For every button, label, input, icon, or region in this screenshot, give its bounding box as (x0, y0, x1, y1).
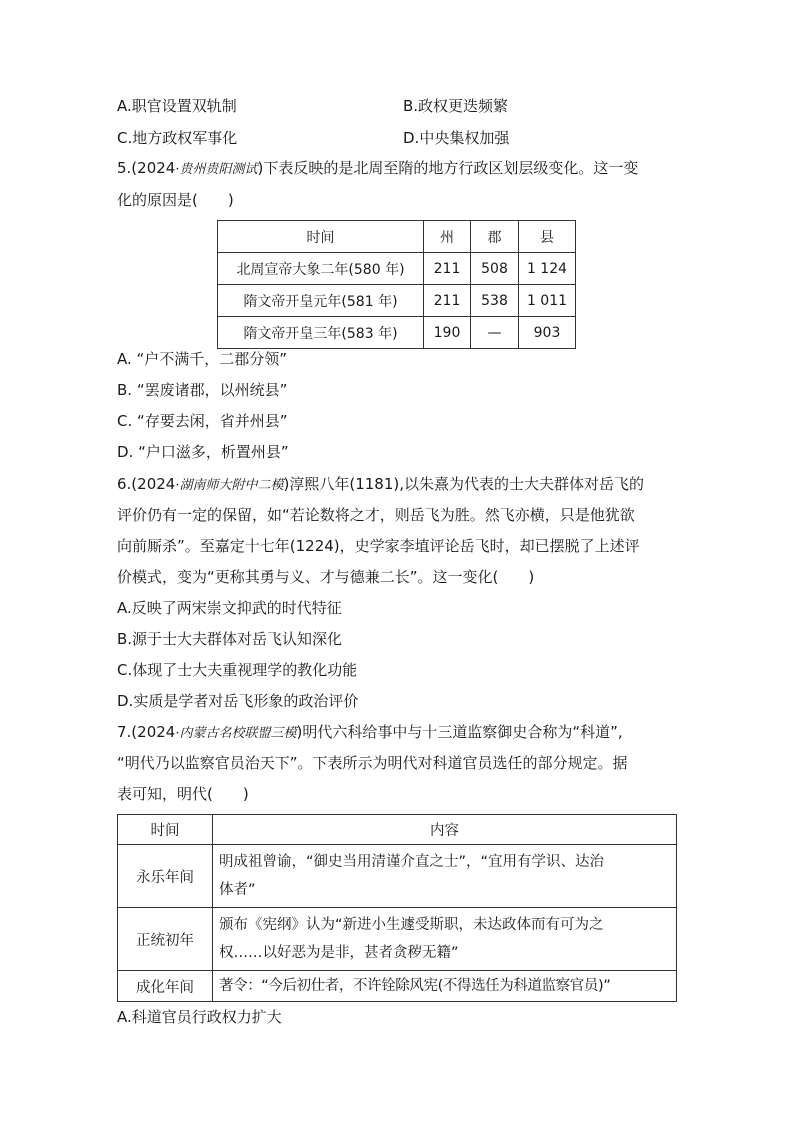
q5-stem-line2: 化的原因是( ) (117, 191, 234, 209)
table-cell: 538 (471, 285, 519, 317)
table-cell: 明成祖曾谕，“御史当用清谨介直之士”，“宜用有学识、达治 体者” (213, 845, 677, 908)
q5-stem-line1: 5.(2024·贵州贵阳测试)下表反映的是北周至隋的地方行政区划层级变化。这一变 (117, 159, 639, 177)
table-cell: 903 (519, 317, 576, 349)
table-cell: — (471, 317, 519, 349)
table-cell: 1 124 (519, 253, 576, 285)
q6-stem-line4: 价模式，变为“更称其勇与义、才与德兼二长”。这一变化( ) (117, 568, 535, 586)
table-cell: 190 (424, 317, 471, 349)
table-cell: 成化年间 (118, 971, 213, 1002)
table-header-row (218, 221, 576, 253)
table-cell: 永乐年间 (118, 845, 213, 908)
table-header-cell: 时间 (218, 221, 424, 253)
q4-option-d: D.中央集权加强 (403, 129, 510, 147)
q6-option-c: C.体现了士大夫重视理学的教化功能 (117, 661, 358, 679)
q5-option-c: C. “存要去闲，省并州县” (117, 412, 288, 430)
q7-stem-line2: “明代乃以监察官员治天下”。下表所示为明代对科道官员选任的部分规定。据 (117, 754, 628, 772)
q5-option-d: D. “户口滋多，析置州县” (117, 443, 289, 461)
table-cell: 颁布《宪纲》认为“新进小生遽受斯职，未达政体而有可为之 权……以好恶为是非，甚者贪秽无籍” (213, 908, 677, 971)
q4-option-b: B.政权更迭频繁 (403, 97, 509, 115)
table-header-row (118, 815, 677, 845)
table-cell: 211 (424, 285, 471, 317)
q6-stem-line2: 评价仍有一定的保留，如“若论数将之才，则岳飞为胜。然飞亦横，只是他犹欲 (117, 506, 635, 524)
table-cell: 著令：“今后初仕者，不许铨除风宪(不得选任为科道监察官员)” (213, 971, 677, 1002)
table-row (118, 971, 677, 1002)
q5-option-a: A. “户不满千，二郡分领” (117, 350, 288, 368)
table-row (218, 317, 576, 349)
q6-option-a: A.反映了两宋崇文抑武的时代特征 (117, 599, 342, 617)
table-cell: 正统初年 (118, 908, 213, 971)
q7-stem-line1: 7.(2024·内蒙古名校联盟三模)明代六科给事中与十三道监察御史合称为“科道”, (117, 723, 623, 741)
q5-option-b: B. “罢废诸郡，以州统县” (117, 381, 288, 399)
q4-option-c: C.地方政权军事化 (117, 129, 238, 147)
q7-option-a: A.科道官员行政权力扩大 (117, 1008, 282, 1026)
q7-stem-line3: 表可知，明代( ) (117, 785, 249, 803)
q5-source: ·贵州贵阳测试 (175, 162, 258, 177)
table-cell: 北周宣帝大象二年(580 年) (218, 253, 424, 285)
q6-stem-line1: 6.(2024·湖南师大附中二模)淳熙八年(1181),以朱熹为代表的士大夫群体对岳飞的 (117, 475, 645, 493)
table-cell: 508 (471, 253, 519, 285)
table-cell: 211 (424, 253, 471, 285)
q5-table (217, 220, 576, 349)
table-header-cell: 州 (424, 221, 471, 253)
table-cell: 隋文帝开皇三年(583 年) (218, 317, 424, 349)
table-row (118, 845, 677, 908)
table-row (218, 285, 576, 317)
q6-option-b: B.源于士大夫群体对岳飞认知深化 (117, 630, 343, 648)
table-header-cell: 内容 (213, 815, 677, 845)
table-header-cell: 时间 (118, 815, 213, 845)
table-header-cell: 郡 (471, 221, 519, 253)
table-cell: 隋文帝开皇元年(581 年) (218, 285, 424, 317)
q4-option-a: A.职官设置双轨制 (117, 97, 237, 115)
table-row (118, 908, 677, 971)
table-row (218, 253, 576, 285)
q6-stem-line3: 向前厮杀”。至嘉定十七年(1224)，史学家李埴评论岳飞时，却已摆脱了上述评 (117, 537, 640, 555)
q7-table (117, 814, 677, 1002)
q6-option-d: D.实质是学者对岳飞形象的政治评价 (117, 692, 359, 710)
q6-source: ·湖南师大附中二模 (175, 478, 284, 493)
table-header-cell: 县 (519, 221, 576, 253)
table-cell: 1 011 (519, 285, 576, 317)
q7-source: ·内蒙古名校联盟三模 (175, 726, 297, 741)
